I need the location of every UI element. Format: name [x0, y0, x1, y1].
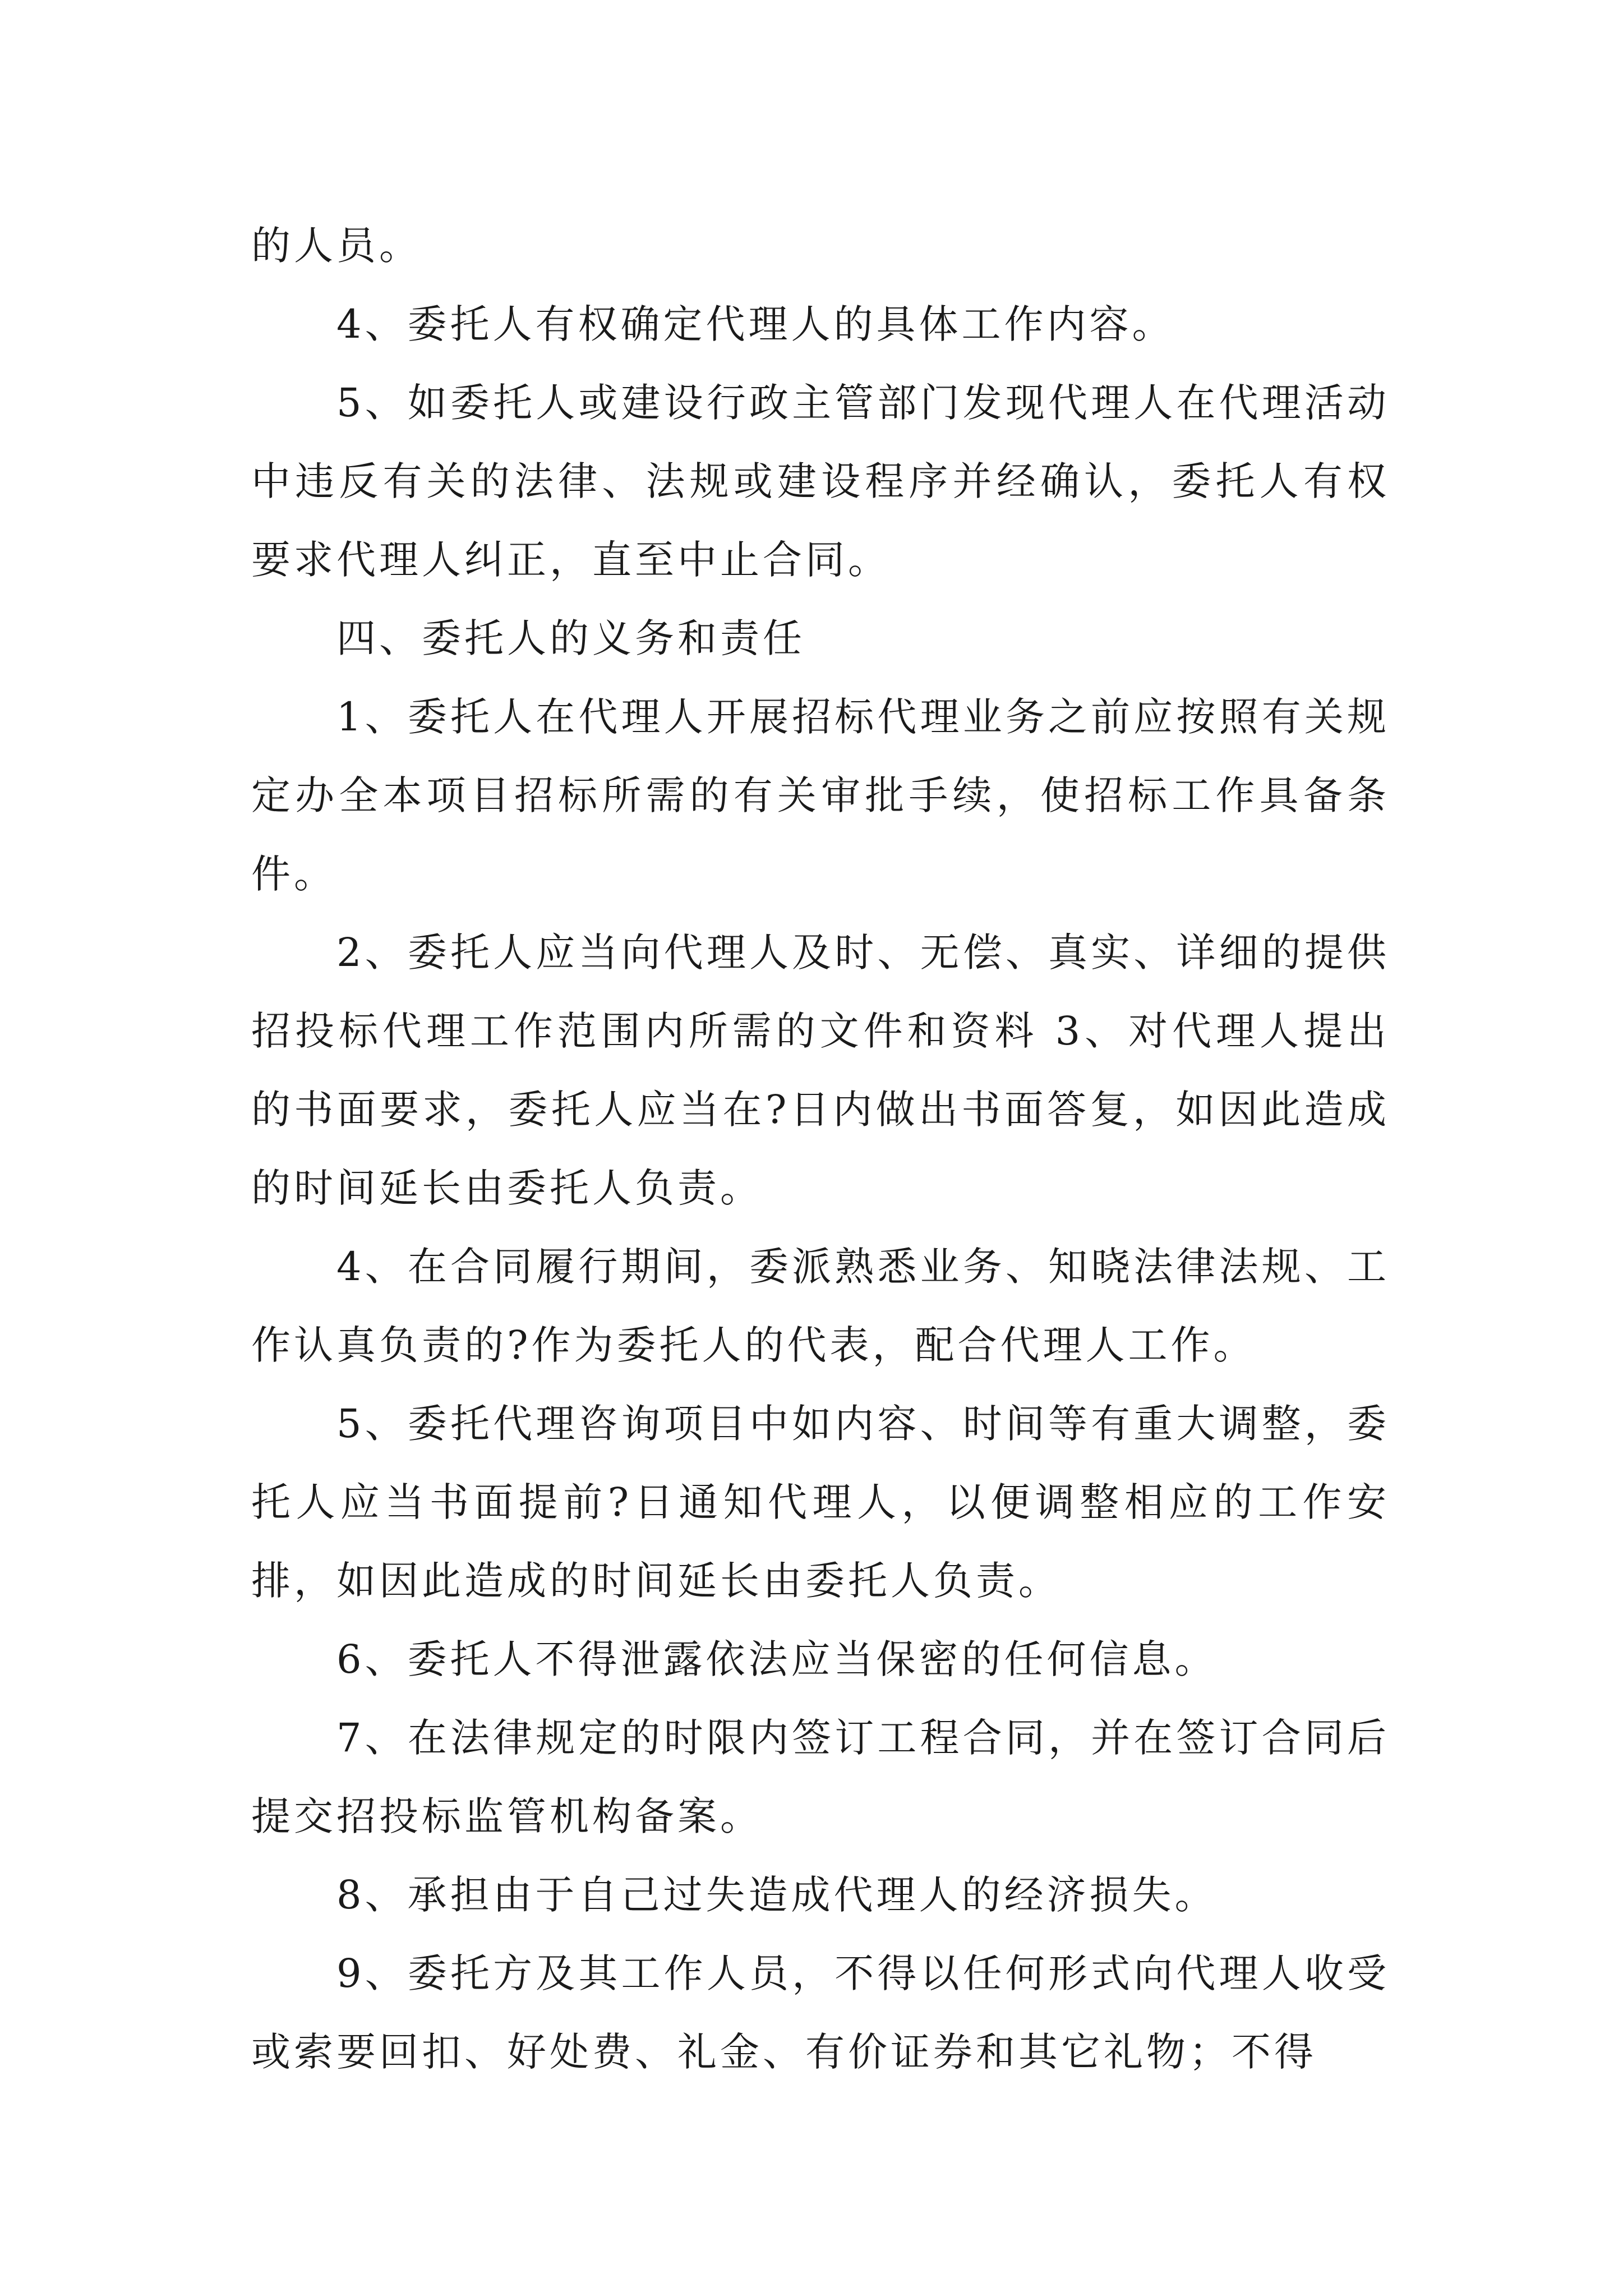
paragraph: 7、在法律规定的时限内签订工程合同，并在签订合同后提交招投标监管机构备案。: [251, 1715, 1390, 1839]
paragraph: 5、如委托人或建设行政主管部门发现代理人在代理活动中违反有关的法律、法规或建设程序并经确认，委托人有权要求代理人纠正，直至中止合同。: [251, 380, 1390, 583]
paragraph: 5、委托代理咨询项目中如内容、时间等有重大调整，委托人应当书面提前?日通知代理人，以便调整相应的工作安排，如因此造成的时间延长由委托人负责。: [251, 1401, 1390, 1604]
paragraph: 1、委托人在代理人开展招标代理业务之前应按照有关规定办全本项目招标所需的有关审批手续，使招标工作具备条件。: [251, 694, 1390, 897]
document-body: [251, 206, 1390, 2091]
paragraph: 9、委托方及其工作人员，不得以任何形式向代理人收受或索要回扣、好处费、礼金、有价证券和其它礼物；不得: [251, 1950, 1390, 2075]
paragraph: 6、委托人不得泄露依法应当保密的任何信息。: [336, 1636, 1218, 1682]
paragraph: 的人员。: [251, 223, 422, 269]
paragraph: 4、在合同履行期间，委派熟悉业务、知晓法律法规、工作认真负责的?作为委托人的代表，配合代理人工作。: [251, 1244, 1390, 1368]
paragraph: 2、委托人应当向代理人及时、无偿、真实、详细的提供招投标代理工作范围内所需的文件和资料 3、对代理人提出的书面要求，委托人应当在?日内做出书面答复，如因此造成的时间延长由委托人负责。: [251, 930, 1390, 1211]
paragraph: 8、承担由于自己过失造成代理人的经济损失。: [336, 1872, 1218, 1918]
section-heading: 四、委托人的义务和责任: [336, 615, 805, 661]
paragraph: 4、委托人有权确定代理人的具体工作内容。: [336, 301, 1175, 347]
